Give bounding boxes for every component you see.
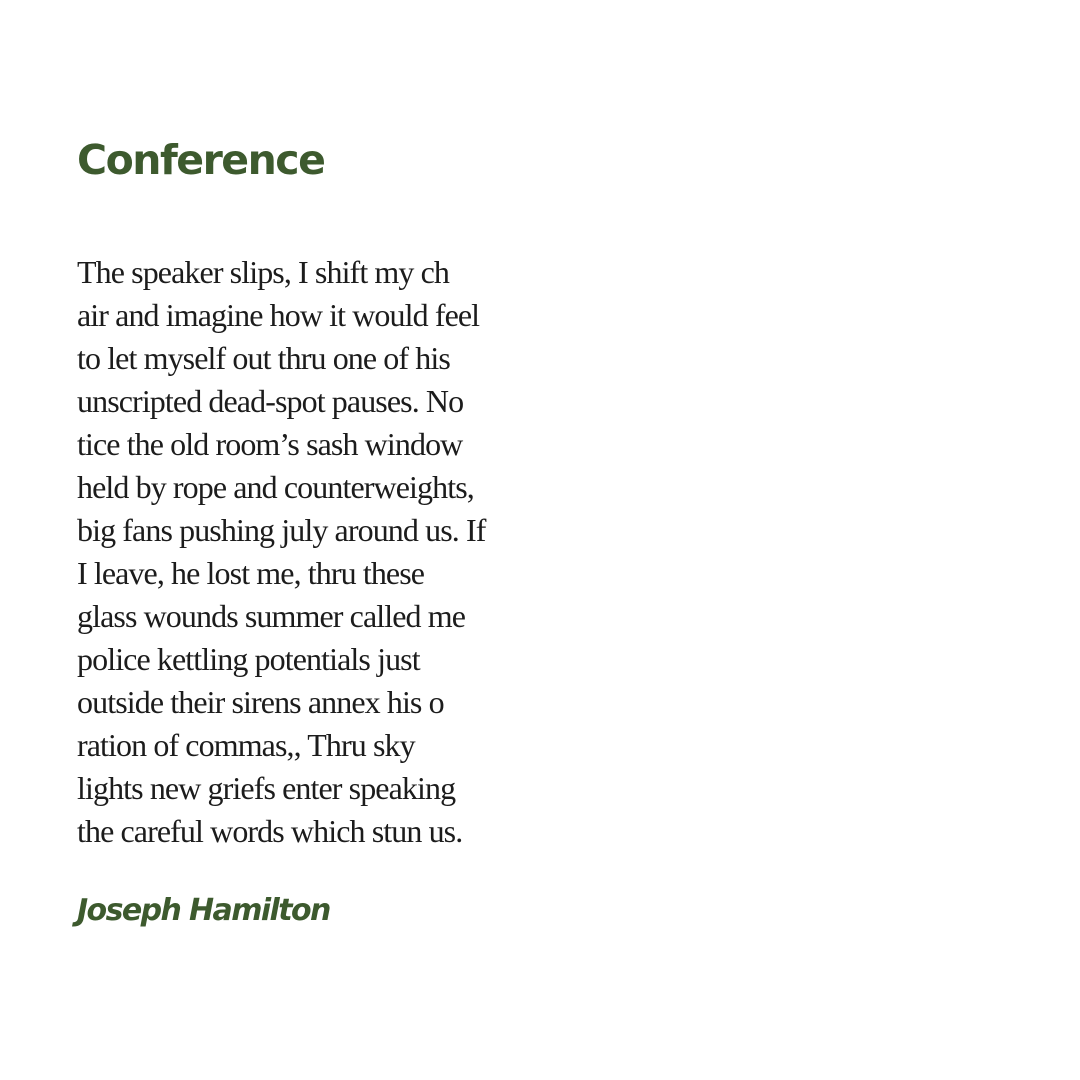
poem-title: Conference <box>77 136 325 184</box>
poem-body <box>77 251 485 853</box>
poem-line: to let myself out thru one of his <box>77 340 450 376</box>
poem-line: tice the old room’s sash window <box>77 426 463 462</box>
poem-line: The speaker slips, I shift my ch <box>77 254 449 290</box>
poem-line: big fans pushing july around us. If <box>77 512 486 548</box>
poem-line: air and imagine how it would feel <box>77 297 480 333</box>
poem-line: unscripted dead-spot pauses. No <box>77 383 464 419</box>
poem-line: lights new griefs enter speaking <box>77 770 456 806</box>
poem-line: outside their sirens annex his o <box>77 684 444 720</box>
poem-line: held by rope and counterweights, <box>77 469 474 505</box>
poem-line: glass wounds summer called me <box>77 598 466 634</box>
poem-author: Joseph Hamilton <box>77 893 330 928</box>
poem-line: I leave, he lost me, thru these <box>77 555 425 591</box>
poem-line: police kettling potentials just <box>77 641 420 677</box>
poem-line: the careful words which stun us. <box>77 813 463 849</box>
poem-line: ration of commas,, Thru sky <box>77 727 415 763</box>
